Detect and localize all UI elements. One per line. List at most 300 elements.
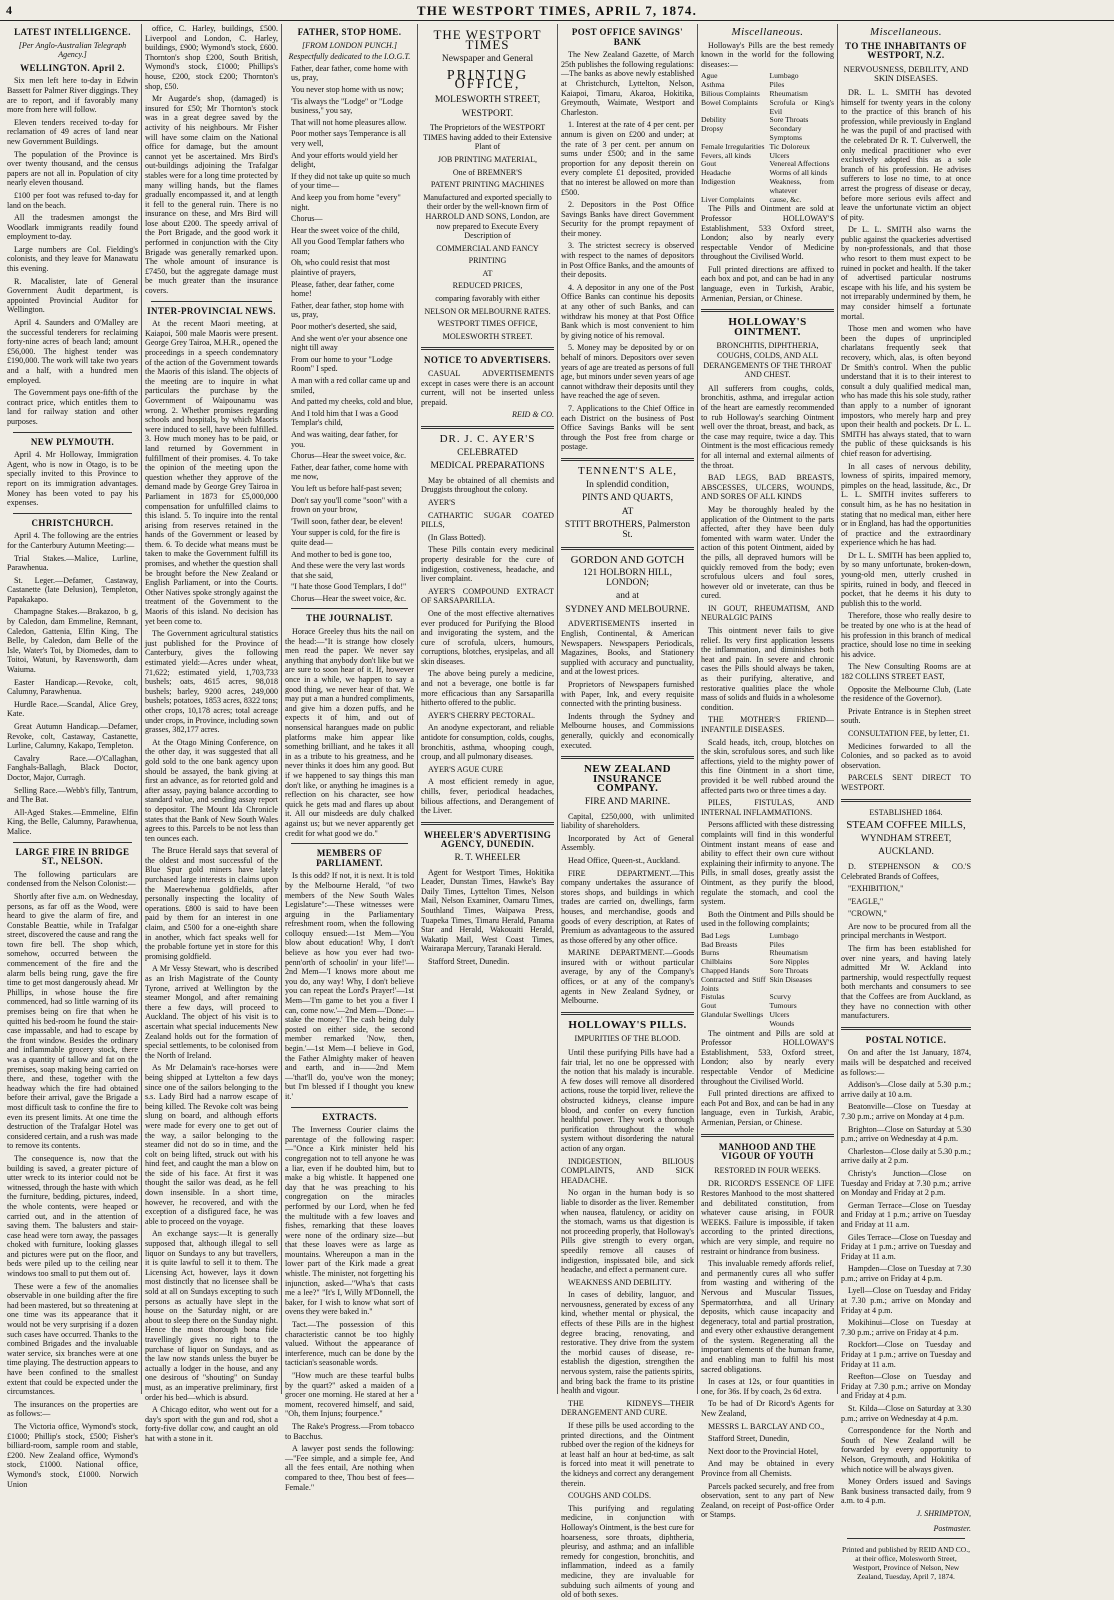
paragraph: Full printed directions are affixed to each box and pot, and can be had in any language, even in Turkish, Arabic, Armenian, Persian, or Chinese.	[701, 264, 834, 303]
paragraph: Rockfort—Close on Tuesday and Friday at 1 p.m.; arrive on Tuesday and Friday at 11 a.m.	[841, 1340, 971, 1369]
poem-verse	[285, 64, 414, 604]
paragraph: Correspondence for the North and South of New Zealand will be forwarded by every opportunity to Nelson, Greymouth, and Hokitika of which notice will be always given.	[841, 1426, 971, 1474]
paragraph: Parcels packed securely, and free from observation, sent to any part of New Zealand, on receipt of Post-office Order or Stamps.	[701, 1481, 834, 1520]
section-heading: LATEST INTELLIGENCE.	[14, 27, 131, 37]
paragraph: 5. Money may be deposited by or on behalf of minors. Depositors over seven years of age are treated as persons of full age, but minors under seven years of age cannot withdraw their deposits until they have reached the age of seven.	[561, 343, 694, 401]
ad-address: SYDNEY AND MELBOURNE.	[565, 604, 690, 615]
paragraph: Beatonville—Close on Tuesday at 7.30 p.m.; arrive on Monday at 4 p.m.	[841, 1102, 971, 1121]
paragraph: This purifying and regulating medicine, in conjunction with Holloway's Ointment, is the best cure for hoarseness, sore throats, diphtheria, pleurisy, and asthma; and an infallible remedy for congestion, bronchitis, and inflammation, indeed as a family medicine, they are invaluable for subduing such ailments of young and old of both sexes.	[561, 1503, 694, 1600]
paragraph: April 4. Saunders and O'Malley are the successful tenderers for reclaiming forty-nine acres of beach land; amount £56,000. The highest tender was £190,000. The work will take two years and a half, with a hundred men employed.	[7, 318, 138, 385]
list-item: Chilblains	[701, 957, 733, 967]
paragraph: This ointment never fails to give relief. Its very first application lessens the inflammation, and diminishes both heat and pain. In severe and chronic cases the Pills should always be taken, as their purifying, alterative, and restorative qualities place the whole mass of solids and fluids in a wholesome condition.	[701, 626, 834, 712]
divider	[841, 799, 971, 802]
ad-subtitle: In splendid condition,	[585, 479, 670, 490]
list-item: Indigestion	[701, 176, 736, 186]
paragraph: PATENT PRINTING MACHINES	[430, 180, 545, 190]
article-body	[145, 24, 278, 296]
ad-title: THE WESTPORT TIMES	[433, 27, 542, 52]
paragraph: PARCELS SENT DIRECT TO WESTPORT.	[841, 773, 971, 792]
paragraph: AYER'S	[428, 497, 456, 507]
paragraph: "EXHIBITION,"	[848, 884, 904, 894]
ad-heading: STEAM COFFEE MILLS,	[846, 819, 966, 832]
list-item: Headache	[701, 168, 731, 178]
paragraph: THE MOTHER'S FRIEND—INFANTILE DISEASES.	[701, 715, 834, 735]
imprint: Printed and published by REID AND CO., at their office, Molesworth Street, Westport, Province of Nelson, New Zealand, Tuesday, April 7, 1874.	[842, 1545, 970, 1582]
list-item: Glandular Swellings	[701, 1010, 764, 1020]
list-item: Bowel Complaints	[701, 97, 758, 107]
paragraph: WESTPORT TIMES OFFICE,	[437, 319, 538, 329]
list-item: Debility	[701, 115, 726, 125]
paragraph: Six men left here to-day in Edwin Bassett for Palmer River diggings. They are to report, and if favorably many more from here will follow.	[7, 76, 138, 115]
paragraph: All the tradesmen amongst the Woodlark immigrants readily found employment to-day.	[7, 213, 138, 242]
divider	[421, 822, 554, 825]
paragraph: The New Consulting Rooms are at 182 COLLINS STREET EAST,	[841, 662, 971, 681]
paragraph: Chorus—Hear the sweet voice, &c.	[291, 451, 407, 461]
list-item: Rheumatism	[769, 88, 808, 98]
paragraph: These were a few of the anomalies observable in one building after the fire had been mastered, but so threatening at one time was its appearance that it would not be very surprising if a dozen such cases have occurred. Thanks to the combined Brigades and the invaluable water service, six branches were at one time playing. The destruction appears to have been confined to the smallest extent that could be expected under the circumstances.	[7, 1281, 138, 1397]
article-body	[7, 870, 138, 1489]
paragraph: Horace Greeley thus hits the nail on the head:—"It is strange how closely men read the paper. We never say anything that anybody don't like but we are sure to soon hear of it. If, however once in a while, we happen to say a good thing, we never hear of that. We may put a man a hundred compliments, and give him a dozen puffs, and he expects it of him, and out of nonsensical harangues made on public platforms make him appear like something brilliant, and he takes it all in as a tribute to his greatness, and he never thinks it does him any good. But if we happened to say things this man don't like, or anything he imagines is a reflection on his character, see how quick he gets mad and flares up about it. All our misdeeds are duly chalked against us; but we never apparently get credit for what good we do."	[285, 627, 414, 838]
article-body	[145, 319, 278, 1443]
ad-body	[421, 868, 554, 967]
ad-heading: HOLLOWAY'S OINTMENT.	[728, 316, 807, 338]
ad-heading: GORDON AND GOTCH	[570, 553, 685, 566]
divider	[701, 309, 834, 312]
paragraph: "EAGLE,"	[848, 896, 884, 906]
list-item: Scurvy	[769, 992, 792, 1002]
paragraph: office, C. Harley, buildings, £500. Liverpool and London, C. Harley, buildings, £900; Wymond's stock, £600. Thornton's shop £200, South British, Wymond's stock, £1000; Phillips's house, £200, stock £200; Thornton's shop, £50.	[145, 24, 278, 91]
divider	[291, 1107, 408, 1108]
list-item: cause, &c.	[769, 194, 802, 204]
byline: [FROM LONDON PUNCH.]	[301, 40, 398, 50]
article-body	[7, 76, 138, 426]
paragraph: Shortly after five a.m. on Wednesday, persons, as far off as the Wood, were heard to give the alarm of fire, and Constable Beattie, while in Trafalgar street, discovered the cause and rang the town fire bell. The shop which, somehow, occurred between the commencement of the fire and the alarm bells being rung, gave the fire time to get most dangerously ahead. Mr Phillips, in whose house the fire commenced, had so little warning of its premises being on fire that when he quitted his bed-room he found the stair-case impassable, and had to escape by the front window. Besides the ordinary and inflammable grocery stock, there was a quantity of tallow and fat on the premises, soap making being carried on there, and these, together with the headway which the fire had obtained before their arrival, gave the Brigade a most difficult task to confine the fire to even its present limits. At one time the destruction of the Trafalgar Hotel was considered certain, and a rush was made to remove its contents.	[7, 891, 138, 1151]
ad-body	[561, 619, 694, 750]
article-body	[7, 450, 138, 508]
paragraph: PILES, FISTULAS, AND INTERNAL INFLAMMATIONS.	[701, 798, 834, 817]
ad-subtitle: BRONCHITIS, DIPHTHERIA, COUGHS, COLDS, AND ALL DERANGEMENTS OF THE THROAT AND CHEST.	[703, 341, 832, 380]
paragraph: "I hate those Good Templars, I do!"	[291, 582, 407, 592]
column-6	[698, 24, 838, 1520]
paragraph: MOLESWORTH STREET.	[442, 331, 533, 341]
paragraph: As Mr Delamain's race-horses were being shipped at Lyttelton a few days since one of the sailors belonging to the s.s. Lady Bird had a narrow escape of being killed. The Revoke colt was being slung on board, and although efforts were made for every one to get out of the way, a sailor belonging to the steamer did not do so in time, and the colt on being lifted, struck out with his hind feet, and caught the man a blow on the side of his face. At first it was thought the sailor was dead, as he fell down insensible. In a short time, however, he recovered, and with the exception of a disfigured face, he was able to proceed on the voyage.	[145, 1063, 278, 1226]
divider	[841, 1027, 971, 1030]
paragraph: 3. The strictest secrecy is observed with respect to the names of depositors in Post Office Banks, and the amounts of their deposits.	[561, 241, 694, 280]
paragraph: Chorus—	[291, 214, 323, 224]
ad-subtitle: CELEBRATED	[457, 447, 518, 458]
paragraph: Mr Augarde's shop, (damaged) is insured for £50; Mr Thornton's stock was in a great degree saved by the activity of his neighbours. Mr Fisher will have some claim on the National office for damage, but the amount cannot yet be ascertained. Mrs Bird's out-buildings adjoining the Trafalgar stables were for a long time protected by many willing hands, but the flames gradually encompassed it, and at length it fell to the general ruin. There is no insurance on these, and Mrs Bird will lose about £200. The speedy arrival of the Port Brigade, and the good work it performed in conjunction with the City Brigade was generally remarked upon. The whole amount of insurance is £7450, but the aggregate damage must be much greater than the insurance covers.	[145, 94, 278, 296]
paragraph: THE KIDNEYS—THEIR DERANGEMENT AND CURE.	[561, 1398, 694, 1418]
paragraph: And mother to bed is gone too,	[291, 549, 392, 559]
paragraph: MESSRS L. BARCLAY AND CO.,	[708, 1421, 825, 1431]
paragraph: Please, father, dear father, come home!	[291, 279, 395, 299]
list-item: Fistulas	[701, 992, 725, 1002]
paragraph: All sufferers from coughs, colds, bronchitis, asthma, and irregular action of the heart are earnestly recommended to rub Holloway's searching Ointment well over the throat, breast, and back, as the case may require, twice a day. This Ointment is the most efficacious remedy for all internal and external ailments of the throat.	[701, 383, 834, 470]
ad-name: R. T. WHEELER	[454, 852, 521, 863]
section-heading: Miscellaneous.	[870, 26, 942, 38]
paragraph: Proprietors of Newspapers furnished with Paper, Ink, and every requisite connected with the printing business.	[561, 680, 694, 709]
divider	[151, 301, 272, 302]
notice-heading: POSTAL NOTICE.	[865, 1034, 947, 1045]
paragraph: 'Tis always the "Lodge" or "Lodge business," you say,	[291, 96, 404, 116]
paragraph: Capital, £250,000, with unlimited liability of shareholders.	[561, 811, 694, 831]
paragraph: St. Kilda—Close on Saturday at 3.30 p.m.; arrive on Wednesday at 4 p.m.	[841, 1404, 971, 1423]
list-item: Lumbago	[769, 930, 799, 940]
list-item: Ague	[701, 71, 718, 81]
paragraph: DR. L. L. SMITH has devoted himself for twenty years in the colony to the practice of this branch of his profession, while previously in England he was the pupil of and practised with the celebrated Dr R. T. Culverwell, the only medical practitioner who ever exclusively adopted this as a sole branch of his profession. He advises sufferers to lose no time, to at once arrest the progress of disease or decay, before more serious evils affect and leave the unfortunate victim an object of pity.	[841, 87, 971, 222]
list-item: Sore Throats	[769, 966, 809, 976]
divider	[561, 547, 694, 550]
notice-body	[421, 369, 554, 407]
list-item: Bilious Complaints	[701, 88, 760, 98]
paragraph: And patted my cheeks, cold and blue,	[291, 397, 413, 407]
paragraph: 4. A depositor in any one of the Post Office Banks can continue his deposits at any other of such Banks, and can withdraw his money at that Post Office Bank which is most convenient to him by giving notice of his removal.	[561, 282, 694, 340]
ad-subtitle: AT	[621, 506, 634, 517]
ad-street: MOLESWORTH STREET,	[434, 94, 541, 105]
divider	[291, 608, 408, 609]
paragraph: Easter Handicap.—Revoke, colt, Calumny, Parawhenua.	[7, 677, 138, 697]
paragraph: In cases of debility, languor, and nervousness, generated by excess of any kind, whether mental or physical, the effects of these Pills are in the highest degree bracing, renovating, and restorative. They drive from the system the morbid causes of disease, re-establish the digestion, strengthen the nervous system, raise the patients spirits, and bring back the frame to its pristine health and vigour.	[561, 1290, 694, 1396]
list-item: Ulcers	[769, 150, 790, 160]
list-item: Gout	[701, 1001, 717, 1011]
paragraph: Holloway's Pills are the best remedy known in the world for the following diseases:—	[701, 40, 834, 69]
dateline: WELLINGTON. April 2.	[20, 62, 125, 73]
paragraph: Selling Race.—Webb's filly, Tantrum, and The Bat.	[7, 785, 138, 805]
ad-body	[701, 384, 834, 929]
paragraph: Opposite the Melbourne Club, (Late the residence of the Governor).	[841, 684, 971, 704]
paragraph: COMMERCIAL AND FANCY	[436, 243, 539, 253]
paragraph: If these pills be used according to the printed directions, and the Ointment rubbed over the region of the kidneys for at least half an hour at bed-time, as salt is forced into meat it will penetrate to the kidneys and correct any derangement therein.	[561, 1421, 694, 1488]
paragraph: AYER'S COMPOUND EXTRACT OF SARSAPARILLA.	[421, 586, 554, 606]
list-item: Sore Nipples	[769, 957, 809, 967]
paragraph: comparing favorably with either	[435, 294, 540, 304]
paragraph: PRINTING	[468, 256, 507, 266]
divider	[561, 1012, 694, 1015]
paragraph: CASUAL ADVERTISEMENTS except in cases were there is an account current, will not be inserted unless prepaid.	[421, 369, 554, 407]
paragraph: IN GOUT, RHEUMATISM, AND NEURALGIC PAINS	[701, 603, 834, 623]
ad-body	[701, 1029, 834, 1128]
ad-body	[841, 862, 971, 1021]
paragraph: You never stop home with us now;	[291, 84, 404, 94]
notice-body	[841, 1048, 971, 1506]
section-heading: Miscellaneous.	[731, 26, 804, 38]
paragraph: The Rake's Progress.—From tobacco to Bacchus.	[285, 1421, 414, 1441]
list-item: Tumours	[769, 1001, 797, 1011]
section-heading: POST OFFICE SAVINGS' BANK	[571, 27, 684, 47]
section-heading: LARGE FIRE IN BRIDGE ST., NELSON.	[15, 846, 130, 867]
paragraph: Scald heads, itch, croup, blotches on the skin, scrofulous sores, and such like affections, yield to the mighty power of this fine Ointment in a short time, provided it be well rubbed around the affected parts two or three times a day.	[701, 737, 834, 795]
list-item: Skin Diseases	[769, 974, 812, 984]
ad-heading: TO THE INHABITANTS OF WESTPORT, N.Z.	[845, 40, 967, 61]
divider	[847, 1538, 965, 1539]
paragraph: The Proprietors of the WESTPORT TIMES having added to their Extensive Plant of	[423, 123, 552, 152]
paragraph: Agent for Westport Times, Hokitika Leader, Dunstan Times, Hawke's Bay Daily Times, Lyttelton Times, Nelson Mail, Nelson Examiner, Oamaru Times, Southland Times, Waipawa Press, Tuapeka Times, Timaru Herald, Panama Star and Herald, Wakouaiti Herald, Wakatip Mail, West Coast Times, Wairarapa Mercury, Taranaki Herald.	[421, 867, 554, 954]
paragraph: Eleven tenders received to-day for reclamation of 49 acres of land near new Government Buildings.	[7, 117, 138, 146]
paragraph: AT	[482, 268, 493, 278]
paragraph: All you Good Templar fathers who roam;	[291, 237, 405, 256]
paragraph: CATHARTIC SUGAR COATED PILLS,	[421, 510, 554, 530]
list-item: Fevers, all kinds	[701, 150, 751, 160]
paragraph: A man with a red collar came up and smiled,	[291, 376, 411, 395]
paragraph: Father, dear father, come home with us, pray,	[291, 63, 408, 83]
section-heading: THE JOURNALIST.	[306, 613, 393, 624]
notice-signature: REID & CO.	[511, 410, 554, 420]
paragraph: Mokihinui—Close on Tuesday at 7.30 p.m.; arrive on Friday at 4 p.m.	[841, 1318, 971, 1337]
paragraph: And keep you from home "every" night.	[291, 192, 401, 212]
ad-body	[841, 88, 971, 793]
ad-body	[701, 1179, 834, 1520]
list-item: Piles	[769, 939, 785, 949]
paragraph: Giles Terrace—Close on Tuesday and Friday at 1 p.m.; arrive on Tuesday and Friday at 11 a.m.	[841, 1232, 971, 1261]
paragraph: The Victoria office, Wymond's stock, £1000; Phillip's stock, £500; Fisher's billiard-room, sample room and stable, £200. New Zealand office, Wymond's stock, £1000. National office, Wymond's stock, £1000. Norwich Union	[7, 1421, 138, 1489]
page-number: 4	[6, 3, 12, 17]
paragraph: NELSON OR MELBOURNE RATES.	[424, 306, 551, 316]
paragraph: The Pills and Ointment are sold at Professor HOLLOWAY'S Establishment, 533 Oxford street, London; also by nearly every respectable Vendor of Medicine throughout the Civilised World.	[701, 204, 834, 262]
divider	[561, 458, 694, 461]
list-item: Scrofula or King's Evil	[769, 97, 834, 116]
divider	[13, 432, 132, 433]
paragraph: The Government pays one-fifth of the contract price, which entitles them to land for railway station and other purposes.	[7, 388, 138, 426]
paragraph: Dr L. L. SMITH has been applied to, by so many unfortunate, broken-down, young-old men, utterly crushed in spirits, ruined in body, and fleeced in pocket, that he deems it his duty to publish this to the world.	[841, 550, 971, 608]
paragraph: Head Office, Queen-st., Auckland.	[568, 855, 680, 865]
ad-heading: MANHOOD AND THE VIGOUR OF YOUTH	[718, 1141, 817, 1162]
paragraph: Reefton—Close on Tuesday and Friday at 7.30 p.m.; arrive on Monday and Friday at 4 p.m.	[841, 1372, 971, 1401]
ad-subtitle: AUCKLAND.	[878, 847, 934, 858]
ad-subtitle: FIRE AND MARINE.	[584, 796, 671, 807]
paragraph: 'Twill soon, father dear, be eleven!	[291, 516, 403, 526]
paragraph: An anodyne expectorant, and reliable antidote for consumption, colds, coughs, bronchitis, asthma, whooping cough, croup, and all pulmonary diseases.	[421, 723, 554, 762]
paragraph: A Mr Vessy Stewart, who is described as an Irish Magistrate of the County Tyrone, arrived at Wellington by the steamer Mongol, and after remaining there a few days, will proceed to Auckland. The object of his visit is to ascertain what special inducements New Zealand holds out for the formation of special settlements, to be colonised from the North of Ireland.	[145, 964, 278, 1060]
paragraph: At the Otago Mining Conference, on the other day, it was suggested that all gold sold to the one bank agency upon should be assayed, the bank giving at first an advance, as for retorted gold and after assay, paying balance according to standard value, and sending assay report to depositor. The Mount Ida Chronicle states that the Bank of New South Wales agrees to this. Parcels to be not less than ten ounces each.	[145, 737, 278, 843]
paragraph: And was waiting, dear father, for you.	[291, 429, 398, 449]
paragraph: Dr L. L. SMITH also warns the public against the quackeries advertised by non-professionals, and that those who resort to them must expect to be ruined in pocket and health. If the taker of advertised particular nostrums escape with his life, and his system be not irreparably undermined by them, he may consider himself a fortunate mortal.	[841, 225, 971, 321]
list-item: Venereal Affections	[769, 159, 830, 169]
article-body	[285, 871, 414, 1101]
established-line: ESTABLISHED 1864.	[869, 807, 943, 817]
list-item: Weakness, from whatever	[769, 176, 834, 195]
ad-subtitle: Newspaper and General	[441, 54, 534, 65]
paragraph: The Government agricultural statistics just published for the Province of Canterbury, gives the following estimated yield:—Acres under wheat, 71,622; estimated yield, 1,703,733 bushels; oats, 4615 acres, 98,018 bushels; barley, 9200 acres, 249,000 bushels; potatoes, 1853 acres, 8322 tons; other crops, 10,178 acres; total acreage under crops, in Province, including sown grasses, 382,177 acres.	[145, 629, 278, 735]
ad-heading: WHEELER'S ADVERTISING AGENCY, DUNEDIN.	[423, 829, 552, 850]
paragraph: Is this odd? If not, it is next. It is told by the Melbourne Herald, "of two members of the New South Wales Legislature":—These witnesses were arguing in the Parliamentary refreshment room, when the following colloquy ensued:—1st Mem—'You blow about education! Why, I don't believe as how you ever had two-penn'orth of schoolin' in your life!'—2nd Mem—'I knows more about me you do, any way! Why, I don't believe you can repeat the Lord's Prayer!'—1st Mem—'I'm game to bet you a fiver I can, come now.'—2nd Mem—'Done:—stake the money.' The cash being duly posted on either side, the second member remarked 'Now, then, begin.'—1st Mem—I believe in God, the Father Almighty maker of heaven and earth, and in——2nd Mem—'that'll do, you've won the money; but I'm blessed if I thought you knew it.'	[285, 871, 414, 1101]
paragraph: Those men and women who have been the dupes of unprincipled charlatans frequently seek that recovery, which, alas, is often beyond Dr Smith's control. When the public understand that it is to their interest to consult a duly qualified medical man, who has made this his sole study, rather than apply to a number of ignorant impostors, who merely harp and prey upon their health and pockets. Dr L. L. SMITH has always stated, that to warn the public of these quicksands is his chief reason for advertising.	[841, 324, 971, 458]
list-item: Burns	[701, 948, 720, 958]
paragraph: JOB PRINTING MATERIAL,	[437, 154, 538, 164]
paragraph: D. STEPHENSON & CO.'S Celebrated Brands of Coffees,	[841, 861, 971, 881]
divider	[421, 347, 554, 350]
paragraph: Hear the sweet voice of the child,	[291, 225, 400, 235]
ad-subtitle: WYNDHAM STREET,	[860, 833, 952, 844]
dedication: Respectfully dedicated to the I.O.G.T.	[288, 52, 411, 62]
column-5	[558, 24, 698, 1600]
section-heading: NEW PLYMOUTH.	[30, 436, 115, 447]
paragraph: And she went o'er your absence one night till away	[291, 333, 408, 353]
paragraph: Brighton—Close on Saturday at 5.30 p.m.; arrive on Wednesday at 4 p.m.	[841, 1124, 971, 1144]
paragraph: Don't say you'll come "soon" with a frown on your brow,	[291, 495, 408, 515]
paragraph: You left us before half-past seven;	[291, 483, 402, 493]
paragraph: Father, dear father, come home with me now,	[291, 462, 408, 482]
list-item: Gout	[701, 159, 717, 169]
paragraph: That will not home pleasures allow.	[291, 117, 407, 127]
paragraph: WEAKNESS AND DEBILITY.	[568, 1277, 672, 1287]
paragraph: If they did not take up quite so much of your time—	[291, 171, 411, 191]
paragraph: The insurances on the properties are as follows:—	[7, 1399, 138, 1419]
paragraph: Tact.—The possession of this characteristic cannot be too highly valued. Without the appearance of interference, much can be done by the tactician's seasonable words.	[285, 1320, 414, 1368]
paragraph: April 4. The following are the entries for the Canterbury Autumn Meeting:—	[7, 531, 138, 550]
paragraph: And I told him that I was a Good Templar's child,	[291, 408, 399, 428]
columns	[4, 24, 1110, 1600]
paragraph: St. Leger.—Defamer, Castaway, Castanette (late Delusion), Templeton, Papakakapo.	[7, 575, 138, 604]
paragraph: Chorus—Hear the sweet voice, &c.	[291, 593, 407, 603]
ad-heading: NEW ZEALAND INSURANCE COMPANY.	[583, 763, 672, 795]
ad-subtitle: IMPURITIES OF THE BLOOD.	[574, 1034, 681, 1044]
paragraph: And may be obtained in every Province from all Chemists.	[701, 1459, 834, 1478]
disease-list	[701, 72, 834, 204]
list-item: Wounds	[769, 1018, 795, 1028]
ad-subtitle: PINTS AND QUARTS,	[581, 493, 673, 504]
ad-heading: PRINTING OFFICE,	[446, 67, 529, 93]
paragraph: Cavalry Race.—O'Callaghan, Fanghals-Ballagh, Black Doctor, Doctor, Major, Curragh.	[7, 753, 138, 782]
paragraph: The Bruce Herald says that several of the oldest and most successful of the Blue Spur gold miners have lately purchased large interests in claims upon the Maerewhenua goldfields, after personally inspecting the locality of operations. £800 is said to have been paid by them for an interest in one claim, and £500 for a one-eighth share in another, which fact speaks well for the probable fortune yet in store for this promising goldfield.	[145, 846, 278, 961]
section-heading: MEMBERS OF PARLIAMENT.	[316, 848, 383, 868]
paragraph: Hurdle Race.—Scandal, Alice Grey, Kate.	[7, 699, 138, 719]
paragraph: ADVERTISEMENTS inserted in English, Continental, & American Newspapers. Newspapers Periodicals, Magazines, Books, and Stationery supplied with accuracy and punctuality, and at the lowest prices.	[561, 619, 694, 677]
paragraph: 1. Interest at the rate of 4 per cent. per annum is given on £200 and under; at the rate of 3 per cent. per annum on sums under £500; and in the same proportion for any deposit therein on every complete £1 deposited, provided that no interest be allowed on more than £500.	[561, 120, 694, 197]
ad-address: and at	[616, 591, 639, 602]
paragraph: Large numbers are Col. Fielding's colonists, and they leave for Manawatu this evening.	[7, 244, 138, 274]
paragraph: Next door to the Provincial Hotel,	[708, 1446, 819, 1456]
list-item: Dropsy	[701, 124, 724, 134]
paragraph: Lyell—Close on Tuesday and Friday at 7.30 p.m.; arrive on Monday and Friday at 4 p.m.	[841, 1286, 971, 1315]
ad-body	[561, 812, 694, 1006]
paragraph: Indents through the Sydney and Melbourne houses, and Commissions generally, quickly and economically executed.	[561, 711, 694, 750]
paragraph: From our home to your "Lodge Room" I sped.	[291, 354, 393, 374]
paragraph: "How much are these tearful bulbs by the quart?" asked a maiden of a grocer one morning. He stared at her a moment, recovered himself, and said, "Oh, them Injuns; fourpence."	[285, 1371, 414, 1419]
divider	[701, 1134, 834, 1137]
poem-title: FATHER, STOP HOME.	[297, 27, 402, 37]
list-item: Chapped Hands	[701, 966, 750, 976]
list-item: Piles	[769, 80, 785, 90]
paragraph: The New Zealand Gazette, of March 25th publishes the following regulations:—The banks as above newly established at Christchurch, Lyttelton, Nelson, Kaiapoi, Timaru, Akaroa, Hokitika, Greymouth, Waimate, Westport and Charleston.	[561, 50, 694, 117]
paragraph: AYER'S CHERRY PECTORAL.	[428, 710, 536, 720]
paragraph: A Chicago editor, who went out for a day's sport with the gun and rod, shot a forty-five dollar cow, and caught an old hat with a stone in it.	[145, 1405, 278, 1443]
paragraph: DR. RICORD'S ESSENCE OF LIFE Restores Manhood to the most shattered and debilitated constitution, from whatever cause arising, in FOUR WEEKS. Failure is impossible, if taken according to the printed directions, which are very simple, and require no restraint or hindrance from business.	[701, 1179, 834, 1256]
article-body	[7, 531, 138, 836]
ad-subtitle: MEDICAL PREPARATIONS	[430, 461, 545, 472]
paragraph: Poor mother's deserted, she said,	[291, 322, 397, 332]
list-item: Tic Doloreux	[769, 141, 810, 151]
paragraph: Poor mother says Temperance is all very well,	[291, 129, 407, 148]
paragraph: And these were the very last words that she said,	[291, 561, 405, 580]
ad-body	[701, 204, 834, 303]
ad-body	[421, 123, 554, 341]
paragraph: One of BREMNER'S	[452, 167, 523, 177]
paragraph: FIRE DEPARTMENT.—This company undertakes the assurance of stores shops, and buildings in which trades are carried on, dwellings, farm houses, and merchandise, goods and goods of every description, at Rates of Premium as advantageous to the assured as those offered by any other office.	[561, 868, 694, 945]
column-4	[418, 24, 558, 1394]
paragraph: INDIGESTION, BILIOUS COMPLAINTS, AND SICK HEADACHE.	[561, 1156, 694, 1185]
paragraph: Great Autumn Handicap.—Defamer, Revoke, colt, Castaway, Castanette, Lurline, Calumny, Kakapo, Templeton.	[7, 722, 138, 751]
list-item: Ulcers	[769, 1010, 790, 1020]
paragraph: Persons afflicted with these distressing complaints will find in this wonderful Ointment instant means of ease and ability to effect their own cure without explaining their infirmity to anyone. The Pills, in small doses, greatly assist the Ointment, as they purify the blood, regulate the stomach, and cool the system.	[701, 820, 834, 907]
column-1	[4, 24, 142, 1489]
paragraph: BAD LEGS, BAD BREASTS, ABSCESSES, ULCERS, WOUNDS, AND SORES OF ALL KINDS	[701, 473, 834, 502]
paragraph: REDUCED PRICES,	[452, 281, 523, 291]
paragraph: Manufactured and exported specially to their order by the well-known firm of HARROLD AND SONS, London, are now prepared to Execute Every Description of	[423, 192, 552, 241]
paragraph: MARINE DEPARTMENT.—Goods insured with or without particular average, by any of the Company's offices, or at any of the company's agents in New Zealand Sydney, or Melbourne.	[561, 948, 694, 1006]
paragraph: Trial Stakes.—Malice, Lurline, Parawhenua.	[7, 553, 138, 573]
list-item: Worms of all kinds	[769, 168, 828, 178]
paragraph: Christy's Junction—Close on Tuesday and Friday at 7.30 p.m.; arrive on Monday and Friday at 2 p.m.	[841, 1168, 971, 1198]
paragraph: No organ in the human body is so liable to disorder as the liver. Remember when nausea, flatulency, or acidity on the stomach, warns us that digestion is not proceeding properly, that Holloway's Pills give strength to every organ, speedily remove all causes of indigestion, inspissated bile, and sick headache, and effect a permanent cure.	[561, 1188, 694, 1275]
column-7	[838, 24, 974, 1582]
paragraph: Incorporated by Act of General Assembly.	[561, 833, 694, 853]
paragraph: The Inverness Courier claims the parentage of the following rasper:—"Once a Kirk minister held his congregation not to tell anyone he was a liar, even if he doubted him, but to make a big whistle. It happened one day that he was preaching to his congregation on the miracles performed by our Lord, when he fed the multitude with a few loaves and fishes, remarking that these loaves were none of the ordinary size—but that these loaves were as large as mountains. Whereupon a man in the lower part of the Kirk made a great whistle. The minister, not forgetting his injunction, asked—"Wha's that casts me a lee?" "It's I, Willy M'Donnell, the baker, for I wish to know what sort of ovens they were baked in."	[285, 1125, 414, 1317]
divider	[561, 756, 694, 759]
divider	[291, 843, 408, 844]
paragraph: An exchange says:—It is generally supposed that, although illegal to sell liquor on Sundays to any but travellers, it is quite lawful to sell it to them. The Licensing Act, however, lays it down most distinctly that no licensee shall be sold at all on Sundays excepting to such persons as actually have slept in the house on the Saturday night, or are about to sleep there on the Sunday night. Hence the most thorough bona fide travellingly gives no right to the purchase of liquor on Sundays, and as the law now stands unless the buyer be actually a lodger in the house, and any one desirous of "shouting" on Sunday must, as an imperative preliminary, first order his bed—which is absurd.	[145, 1229, 278, 1402]
newspaper-title: THE WESTPORT TIMES, APRIL 7, 1874.	[416, 3, 698, 18]
byline: [Per Anglo-Australian Telegraph Agency.]	[18, 40, 127, 60]
paragraph: Champagne Stakes.—Brakazoo, b g, by Caledon, dam Emmeline, Remnant, Caledon, Gattenia, Elfin King, The Belle, by Caledon, dam Belle of the Isle, Water's Toi, by Diomedes, dam to Toitoi, Watuni, by Ravensworth, dam Waiuma.	[7, 607, 138, 675]
list-item: Female Irregularities	[701, 141, 765, 151]
complaint-list	[701, 932, 834, 1029]
paragraph: Medicines forwarded to all the Colonies, and so packed as to avoid observation.	[841, 741, 971, 770]
article-body	[285, 627, 414, 838]
ad-subtitle: STITT BROTHERS, Palmerston St.	[564, 520, 691, 540]
paragraph: Money Orders issued and Savings Bank business transacted daily, from 9 a.m. to 4 p.m.	[841, 1477, 971, 1506]
paragraph: (In Glass Botted).	[428, 532, 486, 542]
paragraph: May be obtained of all chemists and Druggists throughout the colony.	[421, 475, 554, 495]
paragraph: CONSULTATION FEE, by letter, £1.	[848, 728, 970, 738]
article-body	[561, 50, 694, 452]
paragraph: April 4. Mr Holloway, Immigration Agent, who is now in Otago, is to be specially invited to this Province to report on its immigration advantages. Money has been voted to pay his expenses.	[7, 450, 138, 508]
ad-subtitle: NERVOUSNESS, DEBILITY, AND SKIN DISEASES.	[843, 63, 969, 84]
paragraph: Are now to be procured from all the principal merchants in Westport.	[841, 921, 971, 941]
paragraph: The consequence is, now that the building is saved, a greater picture of utter wreck to its interior could not be witnessed, through the haste with which the furniture, bedding, pictures, indeed, the whole contents, were heaped or carried out, and in the attention of saving them. The balusters and stair-case head were torn away, the passages choked with furniture, looking glasses and pictures were put on the floor, and beds were piled up to the ceiling near windows too small to put them out of.	[7, 1153, 138, 1279]
paragraph: 2. Depositors in the Post Office Savings Banks have direct Government Security for the prompt repayment of their money.	[561, 200, 694, 238]
ad-address: 121 HOLBORN HILL, LONDON;	[583, 568, 672, 588]
paragraph: These Pills contain every medicinal property desirable for the cure of indigestion, costiveness, headache, and liver complaint.	[421, 545, 554, 584]
paragraph: Stafford Street, Dunedin.	[428, 956, 510, 966]
ad-heading: DR. J. C. AYER'S	[439, 433, 536, 445]
ad-body	[561, 1048, 694, 1600]
paragraph: Father, dear father, stop home with us, pray,	[291, 300, 404, 320]
paragraph: Stafford Street, Dunedin,	[708, 1434, 790, 1444]
paragraph: Private Entrance is in Stephen street south.	[841, 706, 971, 726]
paragraph: A lawyer post sends the following:—"Fee simple, and a simple fee, And all the fees entail, Are nothing when compared to thee, Thou best of fees—Female."	[285, 1444, 414, 1492]
ad-subtitle: RESTORED IN FOUR WEEKS.	[714, 1165, 821, 1175]
list-item	[701, 1020, 766, 1029]
paragraph: Hampden—Close on Tuesday at 7.30 p.m.; arrive on Friday at 4 p.m.	[841, 1264, 971, 1283]
paragraph: The population of the Province is over twenty thousand, and the census papers are not all in. Population of city nearly eleven thousand.	[7, 149, 138, 188]
paragraph: In cases at 12s, or four quantities in one, for 36s. If by coach, 2s 6d extra.	[701, 1377, 834, 1396]
list-item: Rheumatism	[769, 948, 808, 958]
paragraph: Addison's—Close daily at 5.30 p.m.; arrive daily at 10 a.m.	[841, 1080, 971, 1099]
section-heading: CHRISTCHURCH.	[31, 517, 114, 528]
ad-town: WESTPORT.	[461, 108, 514, 119]
paragraph: At the recent Maori meeting, at Kaiapoi, 500 male Maoris were present. George Grey Tairoa, M.H.R., opened the proceedings in a speech condemnatory of the action of the Government towards the Maoris of this island. The objects of the meeting are to inquire in what particulars the purchase by the Government of Waipounamu was wrong. 2. Whether promises regarding schools and hospitals, by which Maoris were induced to sell, have been fulfilled. 3. How much money has to be paid, or land returned by Government in fulfillment of their promises. 4. To take the opinion of the meeting upon the question whether they approve of the demand made by George Grey Tairoa in Parliament in 1873 for £5,000,000 compensation for unfulfilled claims to this island. 5. To inquire into the rental arising from reserves retained in the hands of the Government or leased by them. 6. To decide what means must be taken to make the Government fulfill its promises, and whether the question shall be brought before the New Zealand or English Parliament, or into the Courts. Other Natives spoke strongly against the treatment of the Government to the Maoris of this island. No decision has yet been come to.	[145, 319, 278, 626]
paragraph: "CROWN,"	[848, 909, 887, 919]
column-2	[142, 24, 282, 1443]
paragraph: In all cases of nervous debility, lowness of spirits, impaired memory, pimples on the head, lassitude, &c., Dr L. L. SMITH invites sufferers to consult him, as he has no hesitation in stating that no medical man, either here or in England, has had the opportunities of practice and the extraordinary experience which he has had.	[841, 461, 971, 548]
section-heading: EXTRACTS.	[322, 1111, 377, 1122]
postmaster-name: J. SHRIMPTON,	[916, 1508, 971, 1518]
paragraph: This invaluable remedy affords relief, and permanently cures all who suffer from wasting and withering of the Nervous and Muscular Tissues, Spermatorrhœa, and all Urinary deposits, which cause incapacity and degeneracy, total and partial prostration, and every other exhaustive derangement of the system. Regenerating all the important elements of the human frame, and enabling man to fulfil his most sacred obligations.	[701, 1259, 834, 1374]
column-3	[282, 24, 418, 1492]
notice-heading: NOTICE TO ADVERTISERS.	[424, 355, 551, 366]
paragraph: All-Aged Stakes.—Emmeline, Elfin King, the Belle, Calumny, Parawhenua, Malice.	[7, 807, 138, 836]
list-item: Contracted and Stiff Joints	[701, 974, 766, 993]
